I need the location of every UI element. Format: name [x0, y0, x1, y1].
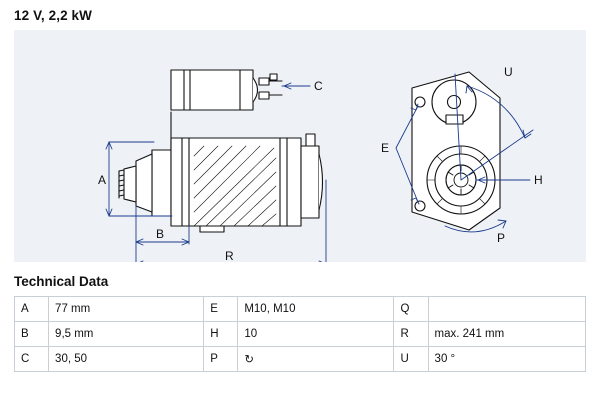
table-row [15, 322, 586, 347]
row-value-a: 77 mm [49, 297, 204, 322]
row-value-b: 9,5 mm [49, 322, 204, 347]
row-value-r: max. 241 mm [428, 322, 585, 347]
page-title: 12 V, 2,2 kW [14, 8, 93, 23]
row-key-c: C [15, 347, 49, 372]
row-key-a: A [15, 297, 49, 322]
row-value-q [428, 297, 585, 322]
table-row [15, 297, 586, 322]
row-key-b: B [15, 322, 49, 347]
row-key-r: R [394, 322, 428, 347]
row-key-h: H [204, 322, 238, 347]
row-key-u: U [394, 347, 428, 372]
row-key-e: E [204, 297, 238, 322]
drawing-label-B: B [156, 227, 165, 241]
row-value-c: 30, 50 [49, 347, 204, 372]
drawing-label-A: A [98, 173, 107, 187]
table-row [15, 347, 586, 372]
drawing-label-E: E [381, 141, 390, 155]
row-value-e: M10, M10 [238, 297, 394, 322]
row-key-q: Q [394, 297, 428, 322]
row-value-u: 30 ° [428, 347, 585, 372]
technical-drawing [14, 30, 586, 262]
drawing-label-H: H [534, 173, 543, 187]
row-value-h: 10 [238, 322, 394, 347]
technical-data-table [14, 296, 586, 372]
row-key-p: P [204, 347, 238, 372]
drawing-svg [14, 30, 586, 262]
technical-data-heading: Technical Data [14, 274, 109, 289]
rotation-direction-icon: ↻ [238, 347, 394, 372]
drawing-label-C: C [314, 79, 323, 93]
drawing-label-U: U [504, 65, 513, 79]
drawing-label-P: P [497, 231, 506, 245]
drawing-label-R: R [225, 249, 234, 262]
